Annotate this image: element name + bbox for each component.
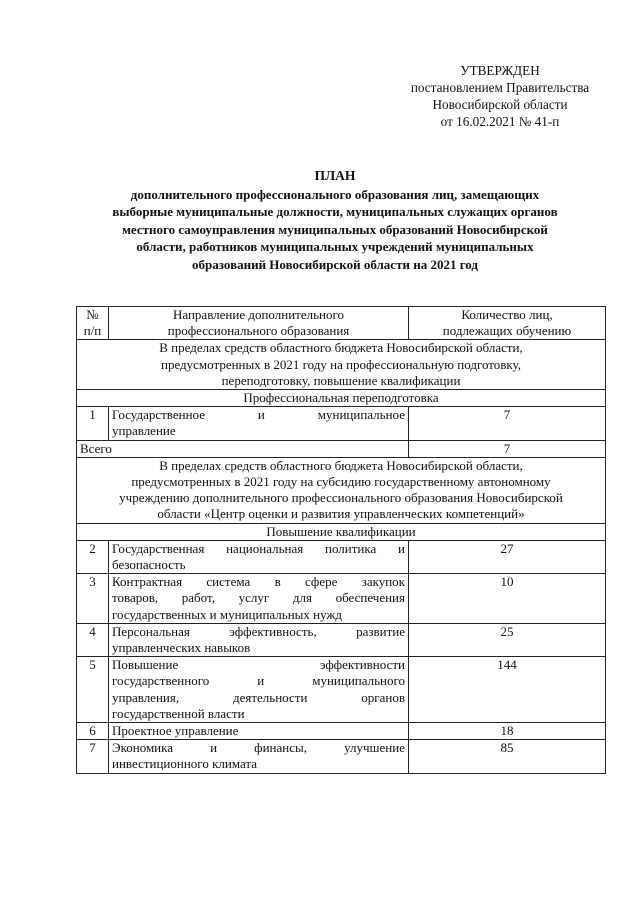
row-direction-line: инвестиционного климата	[112, 756, 258, 772]
row-number: 1	[77, 407, 109, 440]
row-direction-line: государственного и муниципального	[112, 673, 405, 689]
row-direction-line: Государственное и муниципальное	[112, 407, 405, 423]
subsection-row	[77, 390, 606, 407]
row-direction-line: товаров, работ, услуг для обеспечения	[112, 590, 405, 606]
row-direction	[109, 574, 409, 624]
subsection-1-heading: Профессиональная переподготовка	[77, 390, 606, 407]
table-row	[77, 740, 606, 773]
total-label: Всего	[77, 440, 409, 457]
row-direction	[109, 407, 409, 440]
row-direction-line: управление	[112, 423, 176, 439]
title-heading: ПЛАН	[314, 168, 356, 183]
plan-table	[76, 306, 606, 774]
header-number-line-2: п/п	[83, 323, 102, 339]
row-direction	[109, 623, 409, 656]
table-row	[77, 723, 606, 740]
approval-line-4: от 16.02.2021 № 41-п	[440, 114, 560, 129]
header-quantity-line-2: подлежащих обучению	[442, 323, 572, 339]
row-quantity: 144	[409, 657, 606, 723]
row-direction-line: безопасность	[112, 557, 186, 573]
row-direction	[109, 723, 409, 740]
row-direction-line: Государственная национальная политика и	[112, 540, 405, 556]
approval-stamp	[384, 62, 616, 130]
title-line-3: местного самоуправления муниципальных образований Новосибирской	[122, 221, 548, 237]
row-direction-line: Экономика и финансы, улучшение	[112, 740, 405, 756]
table-row	[77, 407, 606, 440]
row-quantity: 10	[409, 574, 606, 624]
title-line-2: выборные муниципальные должности, муниципальных служащих органов	[112, 204, 558, 219]
header-direction-line-1: Направление дополнительного	[172, 307, 344, 322]
row-number: 4	[77, 623, 109, 656]
document-title	[70, 167, 600, 273]
row-quantity: 27	[409, 540, 606, 573]
section-2-line-1: В пределах средств областного бюджета Новосибирской области,	[159, 457, 523, 473]
row-number: 5	[77, 657, 109, 723]
table-header-row	[77, 307, 606, 340]
row-number: 7	[77, 740, 109, 773]
header-quantity	[409, 307, 606, 340]
header-number	[77, 307, 109, 340]
total-value: 7	[409, 440, 606, 457]
title-line-1: дополнительного профессионального образования лиц, замещающих	[130, 186, 540, 202]
row-direction-line: Проектное управление	[112, 723, 239, 739]
section-1-heading	[77, 340, 606, 390]
title-line-4: области, работников муниципальных учреждений муниципальных	[136, 239, 534, 254]
row-direction-line: управленческих навыков	[112, 640, 251, 656]
table-row	[77, 623, 606, 656]
section-2-line-3: учреждению дополнительного профессионального образования Новосибирской	[119, 490, 563, 506]
subsection-2-heading: Повышение квалификации	[77, 523, 606, 540]
row-quantity: 25	[409, 623, 606, 656]
table-row	[77, 657, 606, 723]
approval-line-1: УТВЕРЖДЕН	[460, 63, 540, 78]
section-1-line-2: предусмотренных в 2021 году на профессиональную подготовку,	[160, 356, 522, 372]
title-line-5: образований Новосибирской области на 2021 год	[192, 256, 478, 272]
row-direction-line: Повышение эффективности	[112, 657, 405, 673]
subsection-row	[77, 523, 606, 540]
row-number: 3	[77, 574, 109, 624]
row-direction	[109, 657, 409, 723]
row-direction	[109, 540, 409, 573]
row-direction-line: Персональная эффективность, развитие	[112, 623, 405, 639]
header-quantity-line-1: Количество лиц,	[461, 307, 553, 322]
section-row	[77, 340, 606, 390]
row-direction-line: государственной власти	[112, 705, 245, 721]
approval-line-2: постановлением Правительства	[410, 80, 590, 95]
table-row	[77, 574, 606, 624]
row-direction-line: Контрактная система в сфере закупок	[112, 574, 405, 590]
row-number: 6	[77, 723, 109, 740]
section-2-line-2: предусмотренных в 2021 году на субсидию государственному автономному	[131, 474, 551, 490]
section-2-heading	[77, 457, 606, 523]
approval-line-3: Новосибирской области	[432, 97, 568, 112]
course-rows	[77, 540, 606, 773]
section-row	[77, 457, 606, 523]
row-direction	[109, 740, 409, 773]
row-direction-line: государственных и муниципальных нужд	[112, 606, 343, 622]
table-row	[77, 540, 606, 573]
section-1-line-1: В пределах средств областного бюджета Новосибирской области,	[159, 340, 523, 356]
section-2-line-4: области «Центр оценки и развития управленческих компетенций»	[157, 506, 525, 522]
row-direction-line: управления, деятельности органов	[112, 689, 405, 705]
header-direction-line-2: профессионального образования	[167, 323, 350, 339]
total-row	[77, 440, 606, 457]
section-1-line-3: переподготовку, повышение квалификации	[221, 372, 461, 388]
row-number: 2	[77, 540, 109, 573]
row-quantity: 85	[409, 740, 606, 773]
header-number-line-1: №	[86, 307, 99, 322]
row-quantity: 7	[409, 407, 606, 440]
row-quantity: 18	[409, 723, 606, 740]
header-direction	[109, 307, 409, 340]
